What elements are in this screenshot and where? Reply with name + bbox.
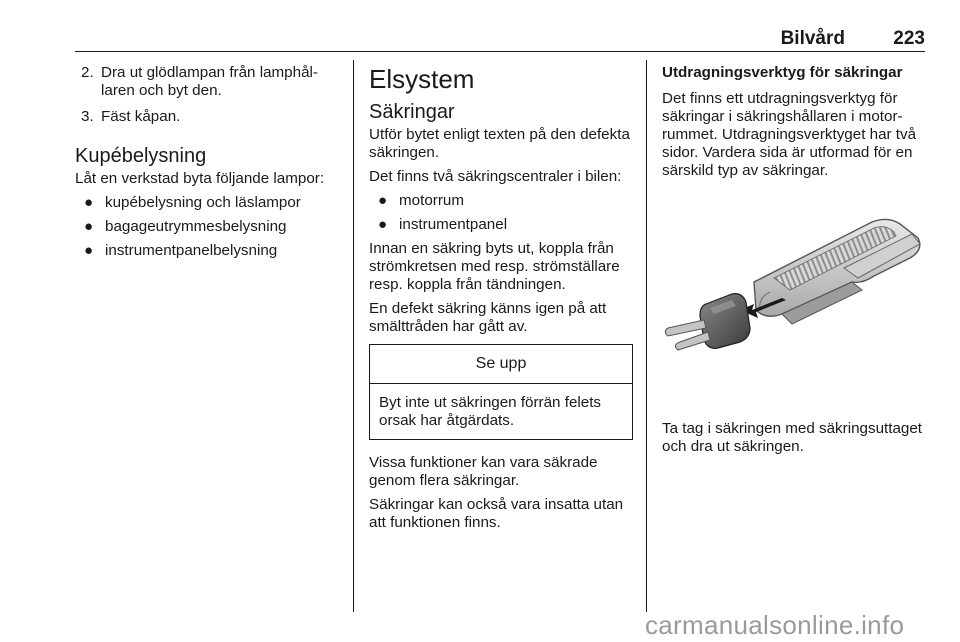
paragraph: Det finns två säkringscentraler i bilen: [369, 168, 622, 185]
column-divider-2 [646, 60, 647, 612]
list-item [75, 242, 343, 260]
paragraph: En defekt säkring känns igen på att smälttråden har gått av. [369, 300, 607, 335]
paragraph: Säkringar kan också vara insatta utan att funktionen finns. [369, 496, 624, 531]
bullet-icon: ● [84, 194, 94, 211]
warning-box [369, 344, 633, 440]
list-item [75, 194, 343, 212]
bullet-list [369, 192, 633, 234]
fuse-puller-drawing [662, 198, 928, 408]
bullet-text: instrumentpanel [399, 216, 508, 233]
watermark-text: carmanualsonline.info [645, 610, 905, 640]
bullet-text: kupébelysning och läslampor [105, 194, 301, 211]
bullet-icon: ● [84, 218, 94, 235]
bullet-list [75, 194, 343, 260]
section-heading-elsystem: Elsystem [369, 64, 475, 94]
step-list [75, 64, 343, 126]
column-divider-1 [353, 60, 354, 612]
step-text: Dra ut glödlampan från lamphållaren och byt den. [101, 64, 318, 99]
step-text: Fäst kåpan. [101, 108, 181, 125]
bullet-icon: ● [378, 192, 388, 209]
column-3 [662, 64, 928, 462]
figure-caption: Ta tag i säkringen med säkringsuttaget och dra ut säkringen. [662, 420, 923, 455]
bullet-text: motorrum [399, 192, 464, 209]
subheading-sakringar: Säkringar [369, 101, 455, 123]
section-heading-utdragningsverktyg: Utdragningsverktyg för säkringar [662, 64, 903, 81]
column-1 [75, 64, 343, 266]
chapter-title: Bilvård [780, 28, 845, 49]
warning-title: Se upp [370, 345, 632, 384]
paragraph: Det finns ett utdragningsverktyg för säkringar i säkringshållaren i motorrummet. Utdragningsverktyget har två sidor. Vardera sida är utformad för en särskild typ av säkringar. [662, 90, 917, 179]
paragraph: Utför bytet enligt texten på den defekta säkringen. [369, 126, 630, 161]
bullet-icon: ● [84, 242, 94, 259]
page-header [75, 28, 925, 50]
fuse-puller-illustration [662, 198, 928, 408]
section-heading-kupebelysning: Kupébelysning [75, 145, 207, 167]
bullet-text: instrumentpanelbelysning [105, 242, 278, 259]
fuse-puller-tool [754, 219, 920, 324]
step-number: 2. [81, 64, 94, 81]
column-2 [369, 64, 633, 538]
step-number: 3. [81, 108, 94, 125]
intro-text: Låt en verkstad byta följande lampor: [75, 170, 325, 187]
paragraph: Vissa funktioner kan vara säkrade genom flera säkringar. [369, 454, 598, 489]
bullet-text: bagageutrymmesbelysning [105, 218, 287, 235]
list-item [369, 192, 633, 210]
page-number: 223 [893, 28, 925, 49]
header-rule [75, 51, 925, 52]
list-item [75, 108, 343, 126]
list-item [369, 216, 633, 234]
warning-body: Byt inte ut säkringen förrän felets orsak har åtgärdats. [379, 394, 602, 429]
paragraph: Innan en säkring byts ut, koppla från strömkretsen med resp. strömställare resp. koppla från tändningen. [369, 240, 620, 293]
list-item [75, 218, 343, 236]
blade-fuse [665, 294, 750, 350]
bullet-icon: ● [378, 216, 388, 233]
list-item [75, 64, 343, 100]
